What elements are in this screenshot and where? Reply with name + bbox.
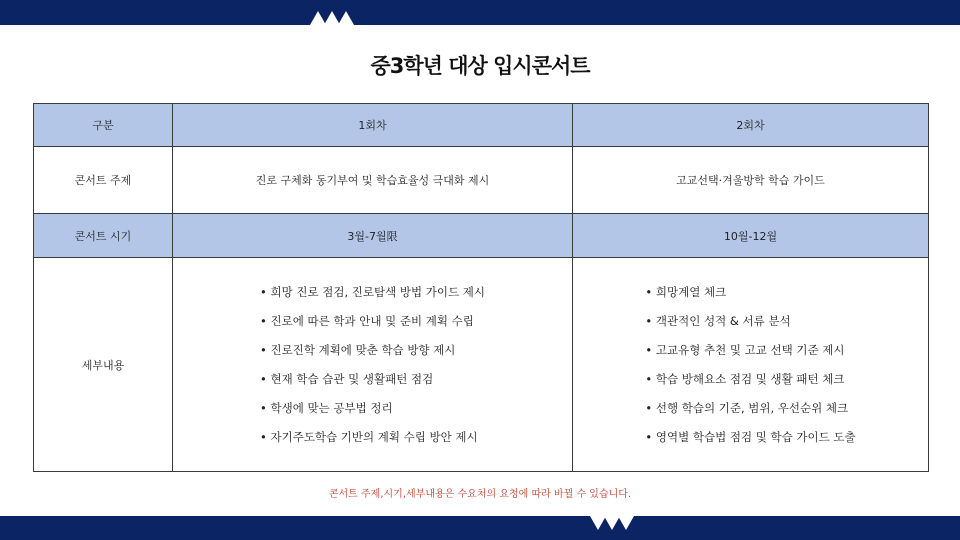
list-item: • 희망계열 체크 bbox=[645, 278, 855, 307]
list-item: • 학습 방해요소 점검 및 생활 패턴 체크 bbox=[645, 365, 855, 394]
list-item: • 현재 학습 습관 및 생활패턴 점검 bbox=[260, 365, 485, 394]
top-banner bbox=[0, 0, 960, 25]
list-item: • 학생에 맞는 공부법 정리 bbox=[260, 394, 485, 423]
table-row-theme bbox=[34, 147, 929, 214]
details-session-2-list bbox=[645, 278, 855, 452]
triangle-decoration bbox=[338, 11, 354, 25]
header-session-2: 2회차 bbox=[573, 104, 929, 147]
period-session-2: 10월-12월 bbox=[573, 214, 929, 258]
details-session-2 bbox=[573, 258, 929, 472]
list-item: • 진로에 따른 학과 안내 및 준비 계획 수립 bbox=[260, 307, 485, 336]
triangle-decoration bbox=[618, 516, 634, 530]
header-session-1: 1회차 bbox=[173, 104, 573, 147]
page-title: 중3학년 대상 입시콘서트 bbox=[370, 54, 590, 78]
list-item: • 선행 학습의 기준, 범위, 우선순위 체크 bbox=[645, 394, 855, 423]
table-row-details bbox=[34, 258, 929, 472]
period-session-1: 3월-7월限 bbox=[173, 214, 573, 258]
list-item: • 희망 진로 점검, 진로탐색 방법 가이드 제시 bbox=[260, 278, 485, 307]
header-category: 구분 bbox=[34, 104, 173, 147]
list-item: • 고교유형 추천 및 고교 선택 기준 제시 bbox=[645, 336, 855, 365]
list-item: • 자기주도학습 기반의 계획 수립 방안 제시 bbox=[260, 423, 485, 452]
period-label: 콘서트 시기 bbox=[34, 214, 173, 258]
list-item: • 영역별 학습법 점검 및 학습 가이드 도출 bbox=[645, 423, 855, 452]
theme-session-1: 진로 구체화 동기부여 및 학습효율성 극대화 제시 bbox=[173, 147, 573, 214]
list-item: • 진로진학 계획에 맞춘 학습 방향 제시 bbox=[260, 336, 485, 365]
details-session-1-list bbox=[260, 278, 485, 452]
concert-table bbox=[33, 103, 929, 472]
list-item: • 객관적인 성적 & 서류 분석 bbox=[645, 307, 855, 336]
footnote: 콘서트 주제,시기,세부내용은 수요처의 요청에 따라 바뀔 수 있습니다. bbox=[328, 489, 632, 500]
bottom-banner bbox=[0, 516, 960, 540]
theme-label: 콘서트 주제 bbox=[34, 147, 173, 214]
details-session-1 bbox=[173, 258, 573, 472]
table-header-row bbox=[34, 104, 929, 147]
table-row-period bbox=[34, 214, 929, 258]
details-label: 세부내용 bbox=[34, 258, 173, 472]
theme-session-2: 고교선택·겨울방학 학습 가이드 bbox=[573, 147, 929, 214]
